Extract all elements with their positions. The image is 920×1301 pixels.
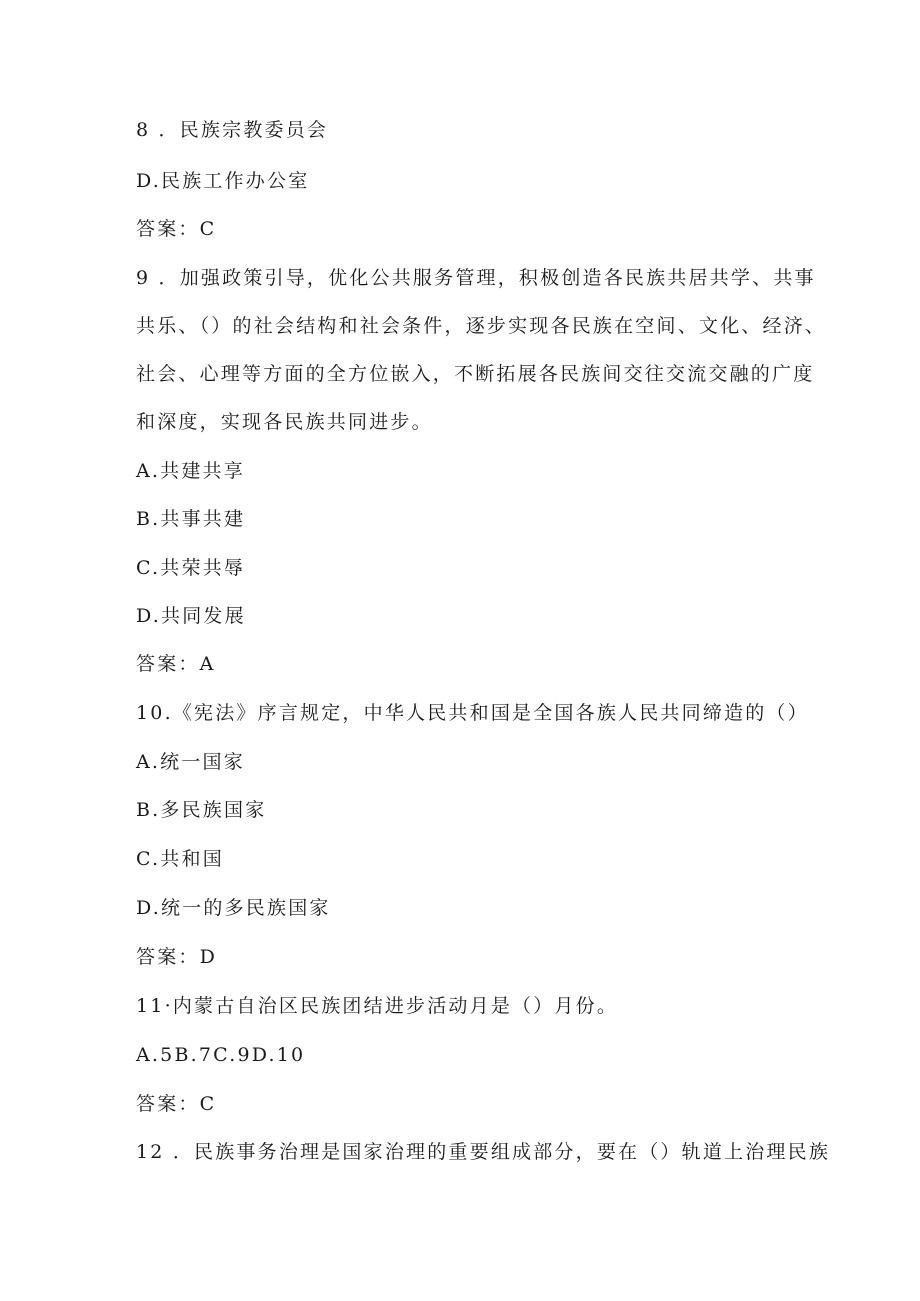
option-b-q8: 8 ．民族宗教委员会 [136, 119, 329, 141]
option-b-q10: B.多民族国家 [136, 799, 267, 821]
question-9-line-1: 9 ．加强政策引导，优化公共服务管理，积极创造各民族共居共学、共事 [136, 267, 816, 289]
option-b-q9: B.共事共建 [136, 508, 246, 530]
option-a-q10: A.统一国家 [136, 751, 245, 773]
option-d-q8: D.民族工作办公室 [136, 170, 310, 192]
answer-q9: 答案：A [136, 653, 216, 675]
option-d-q9: D.共同发展 [136, 605, 246, 627]
question-11: 11·内蒙古自治区民族团结进步活动月是（）月份。 [136, 995, 619, 1017]
question-9-line-2: 共乐、（）的社会结构和社会条件，逐步实现各民族在空间、文化、经济、 [136, 315, 827, 337]
options-q11: A.5B.7C.9D.10 [136, 1044, 306, 1066]
question-9-line-3: 社会、心理等方面的全方位嵌入，不断拓展各民族间交往交流交融的广度 [136, 363, 815, 385]
question-12: 12 ．民族事务治理是国家治理的重要组成部分，要在（）轨道上治理民族 [136, 1141, 831, 1163]
question-9-line-4: 和深度，实现各民族共同进步。 [136, 411, 433, 433]
option-d-q10: D.统一的多民族国家 [136, 897, 331, 919]
answer-q10: 答案：D [136, 946, 218, 968]
question-9 [136, 266, 827, 458]
option-c-q10: C.共和国 [136, 848, 224, 870]
option-c-q9: C.共荣共辱 [136, 557, 246, 579]
question-10: 10.《宪法》序言规定，中华人民共和国是全国各族人民共同缔造的（） [136, 702, 809, 724]
answer-q11: 答案：C [136, 1093, 217, 1115]
answer-q8: 答案：C [136, 218, 217, 240]
option-a-q9: A.共建共享 [136, 460, 245, 482]
